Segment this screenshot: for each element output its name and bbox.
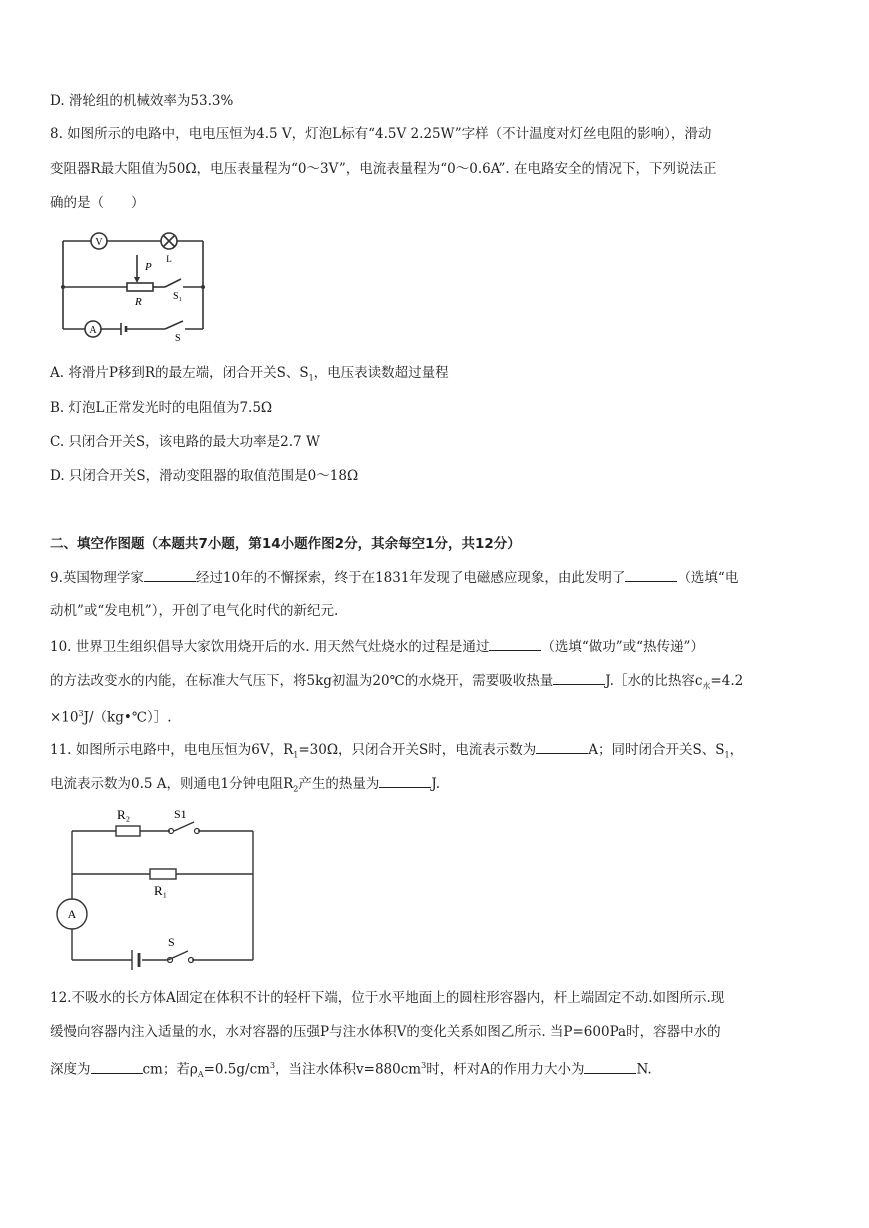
q8-option-a: A. 将滑片P移到R的最左端，闭合开关S、$S_1$，电压表读数超过量程 [50, 365, 449, 383]
q12-line-1: 12.不吸水的长方体A固定在体积不计的轻杆下端，位于水平地面上的圆柱形容器内，杆上端固定不动.如图所示.现 [50, 990, 725, 1006]
answer-blank[interactable] [536, 739, 588, 754]
q10-line-1: 10. 世界卫生组织倡导大家饮用烧开后的水. 用天然气灶烧水的过程是通过 （选填“做功”或“热传递”） [50, 636, 704, 657]
q8-switch-s-label: S [175, 333, 181, 344]
q10-line-3: $\times 10^3J/(kg•℃)]$. [50, 709, 172, 726]
answer-blank[interactable] [144, 567, 196, 582]
q8-stem-line-1: 8. 如图所示的电路中，电电压恒为4.5 V，灯泡L标有“4.5V 2.25W”字样（不计温度对灯丝电阻的影响），滑动 [50, 126, 712, 142]
q8-slider-label: P [145, 261, 152, 273]
q8-rheostat-label: R [135, 296, 142, 308]
q8-option-b: B. 灯泡L正常发光时的电阻值为7.5Ω [50, 400, 273, 416]
q11-line-1: 11. 如图所示电路中，电电压恒为6V，$R_1=30\Omega$，只闭合开关S时，电流表示数为 A；同时闭合开关S、$S_1$， [50, 739, 743, 766]
q11-switch-s-label: S [168, 935, 175, 949]
q8-option-d: D. 只闭合开关S，滑动变阻器的取值范围是0～18Ω [50, 468, 359, 484]
answer-blank[interactable] [553, 670, 605, 685]
answer-blank[interactable] [584, 1059, 636, 1074]
q8-stem-line-2: 变阻器R最大阻值为50Ω，电压表量程为“0～3V”，电流表量程为“0～0.6A”. 在电路安全的情况下，下列说法正 [50, 161, 717, 177]
q8-stem-line-3: 确的是（ ） [50, 195, 145, 211]
q8-circuit-diagram [55, 225, 215, 345]
q11-r1-label: R₁ [154, 883, 168, 898]
q11-r2-label: R₂ [117, 807, 131, 822]
answer-blank[interactable] [489, 636, 541, 651]
q11-ammeter-label: A [67, 907, 77, 921]
q11-s1-label: S1 [174, 807, 187, 821]
q9-line-2: 动机”或“发电机”），开创了电气化时代的新纪元. [50, 603, 339, 619]
answer-blank[interactable] [379, 773, 431, 788]
q10-line-2: 的方法改变水的内能，在标准大气压下，将5kg初温为20℃的水烧开，需要吸收热量 J.［水的比热容$c_水=4.2$ [50, 670, 743, 697]
q8-lamp-label: L [166, 254, 172, 264]
q11-line-2: 电流表示数为0.5 A，则通电1分钟电阻$R_2$产生的热量为 J. [50, 773, 440, 800]
q11-circuit-diagram [50, 805, 270, 975]
q7-option-d: D. 滑轮组的机械效率为53.3% [50, 93, 234, 109]
answer-blank[interactable] [91, 1059, 143, 1074]
q9-line-1: 9.英国物理学家 经过10年的不懈探索，终于在1831年发现了电磁感应现象，由此发明了 （选填“电 [50, 567, 738, 588]
q12-line-2: 缓慢向容器内注入适量的水，水对容器的压强P与注水体积V的变化关系如图乙所示. 当P=600Pa时，容器中水的 [50, 1024, 721, 1040]
q8-option-c: C. 只闭合开关S，该电路的最大功率是2.7 W [50, 434, 320, 450]
q12-line-3: 深度为 cm；若$\rho_A=0.5g/cm^3$，当注水体积$v=880cm^3$时，杆对A的作用力大小为 N. [50, 1056, 652, 1085]
q8-ammeter-label: A [89, 325, 97, 336]
q8-voltmeter-label: V [95, 237, 103, 248]
answer-blank[interactable] [625, 567, 677, 582]
section-heading: 二、填空作图题（本题共7小题，第14小题作图2分，其余每空1分，共12分） [50, 536, 521, 552]
q8-switch-s1-label: S₁ [173, 291, 183, 302]
